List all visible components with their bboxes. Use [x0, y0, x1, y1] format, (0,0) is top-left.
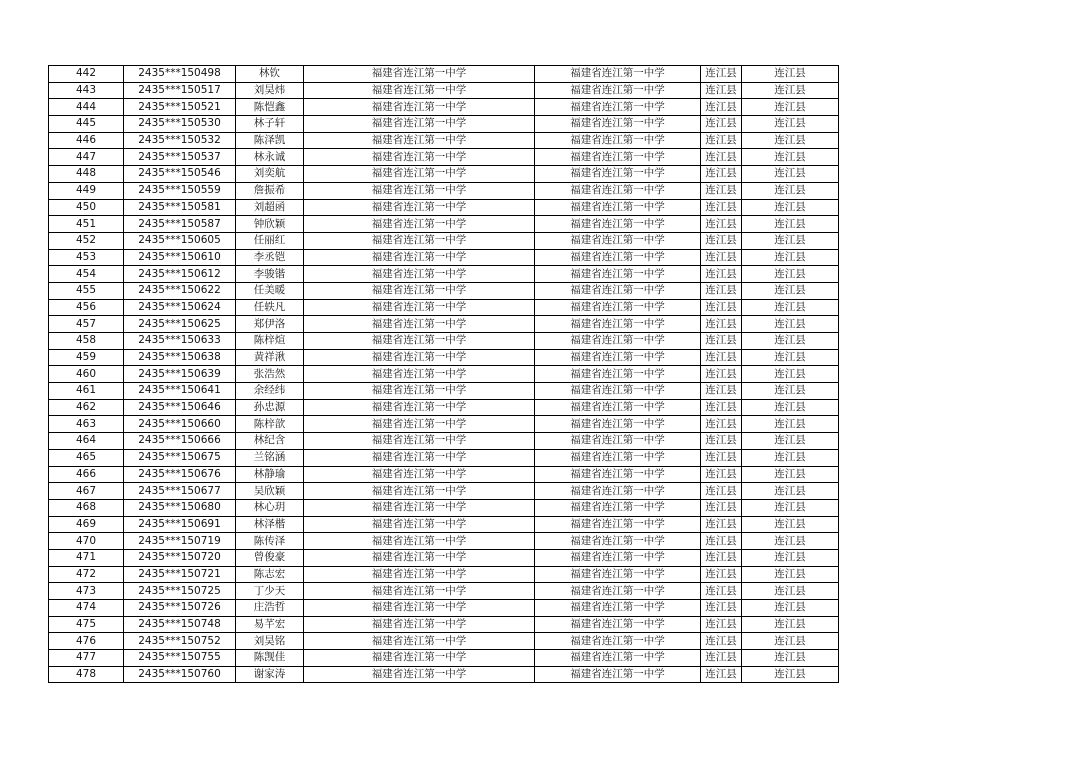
cell-school2: 福建省连江第一中学 — [535, 650, 701, 667]
cell-name: 郑伊洛 — [236, 316, 304, 333]
cell-school: 福建省连江第一中学 — [304, 449, 535, 466]
cell-school: 福建省连江第一中学 — [304, 182, 535, 199]
table-row — [49, 366, 839, 383]
cell-county2: 连江县 — [742, 82, 839, 99]
cell-school: 福建省连江第一中学 — [304, 199, 535, 216]
cell-school2: 福建省连江第一中学 — [535, 466, 701, 483]
cell-county: 连江县 — [701, 66, 742, 83]
cell-school: 福建省连江第一中学 — [304, 316, 535, 333]
table-row — [49, 433, 839, 450]
cell-county: 连江县 — [701, 316, 742, 333]
table-row — [49, 132, 839, 149]
cell-id: 2435***150676 — [124, 466, 236, 483]
cell-county2: 连江县 — [742, 533, 839, 550]
cell-school2: 福建省连江第一中学 — [535, 516, 701, 533]
cell-school2: 福建省连江第一中学 — [535, 99, 701, 116]
cell-county2: 连江县 — [742, 366, 839, 383]
cell-county2: 连江县 — [742, 583, 839, 600]
cell-school: 福建省连江第一中学 — [304, 566, 535, 583]
cell-school: 福建省连江第一中学 — [304, 583, 535, 600]
cell-id: 2435***150624 — [124, 299, 236, 316]
cell-name: 陈梓歆 — [236, 416, 304, 433]
table-row — [49, 99, 839, 116]
cell-id: 2435***150521 — [124, 99, 236, 116]
cell-no: 455 — [49, 282, 124, 299]
cell-name: 余经纬 — [236, 383, 304, 400]
cell-id: 2435***150532 — [124, 132, 236, 149]
cell-id: 2435***150581 — [124, 199, 236, 216]
cell-school2: 福建省连江第一中学 — [535, 249, 701, 266]
cell-id: 2435***150691 — [124, 516, 236, 533]
cell-name: 曾俊豪 — [236, 549, 304, 566]
cell-school: 福建省连江第一中学 — [304, 66, 535, 83]
cell-county: 连江县 — [701, 132, 742, 149]
cell-school2: 福建省连江第一中学 — [535, 366, 701, 383]
cell-id: 2435***150587 — [124, 216, 236, 233]
cell-school: 福建省连江第一中学 — [304, 99, 535, 116]
cell-county2: 连江县 — [742, 232, 839, 249]
table-row — [49, 600, 839, 617]
cell-no: 442 — [49, 66, 124, 83]
cell-county: 连江县 — [701, 533, 742, 550]
cell-county: 连江县 — [701, 166, 742, 183]
cell-school: 福建省连江第一中学 — [304, 483, 535, 500]
cell-name: 兰铭涵 — [236, 449, 304, 466]
cell-no: 463 — [49, 416, 124, 433]
table-row — [49, 232, 839, 249]
table-row — [49, 282, 839, 299]
cell-no: 453 — [49, 249, 124, 266]
cell-county2: 连江县 — [742, 466, 839, 483]
cell-county2: 连江县 — [742, 399, 839, 416]
cell-school2: 福建省连江第一中学 — [535, 633, 701, 650]
cell-school2: 福建省连江第一中学 — [535, 483, 701, 500]
cell-county2: 连江县 — [742, 316, 839, 333]
cell-name: 林子轩 — [236, 116, 304, 133]
cell-school2: 福建省连江第一中学 — [535, 499, 701, 516]
cell-id: 2435***150559 — [124, 182, 236, 199]
cell-school2: 福建省连江第一中学 — [535, 232, 701, 249]
cell-school: 福建省连江第一中学 — [304, 533, 535, 550]
table-row — [49, 583, 839, 600]
cell-no: 460 — [49, 366, 124, 383]
cell-no: 470 — [49, 533, 124, 550]
cell-no: 469 — [49, 516, 124, 533]
cell-no: 471 — [49, 549, 124, 566]
cell-county2: 连江县 — [742, 266, 839, 283]
table-row — [49, 466, 839, 483]
cell-id: 2435***150530 — [124, 116, 236, 133]
cell-id: 2435***150726 — [124, 600, 236, 617]
cell-county: 连江县 — [701, 383, 742, 400]
cell-school2: 福建省连江第一中学 — [535, 199, 701, 216]
cell-school: 福建省连江第一中学 — [304, 383, 535, 400]
cell-id: 2435***150660 — [124, 416, 236, 433]
cell-no: 457 — [49, 316, 124, 333]
cell-county: 连江县 — [701, 249, 742, 266]
cell-id: 2435***150719 — [124, 533, 236, 550]
table-row — [49, 633, 839, 650]
cell-id: 2435***150755 — [124, 650, 236, 667]
cell-name: 钟欣颖 — [236, 216, 304, 233]
cell-school2: 福建省连江第一中学 — [535, 566, 701, 583]
cell-no: 472 — [49, 566, 124, 583]
cell-name: 林钦 — [236, 66, 304, 83]
student-list-table — [48, 65, 839, 683]
cell-school: 福建省连江第一中学 — [304, 299, 535, 316]
cell-name: 刘超函 — [236, 199, 304, 216]
cell-county: 连江县 — [701, 449, 742, 466]
cell-county2: 连江县 — [742, 132, 839, 149]
table-row — [49, 549, 839, 566]
cell-no: 466 — [49, 466, 124, 483]
cell-county: 连江县 — [701, 583, 742, 600]
cell-school2: 福建省连江第一中学 — [535, 399, 701, 416]
cell-school: 福建省连江第一中学 — [304, 600, 535, 617]
cell-name: 陈志宏 — [236, 566, 304, 583]
cell-school2: 福建省连江第一中学 — [535, 316, 701, 333]
cell-school2: 福建省连江第一中学 — [535, 282, 701, 299]
cell-name: 丁少天 — [236, 583, 304, 600]
cell-county2: 连江县 — [742, 349, 839, 366]
cell-name: 李骏锴 — [236, 266, 304, 283]
cell-name: 任轶凡 — [236, 299, 304, 316]
table-row — [49, 666, 839, 683]
cell-no: 473 — [49, 583, 124, 600]
cell-county2: 连江县 — [742, 516, 839, 533]
cell-school: 福建省连江第一中学 — [304, 633, 535, 650]
cell-school2: 福建省连江第一中学 — [535, 149, 701, 166]
cell-school2: 福建省连江第一中学 — [535, 66, 701, 83]
cell-school: 福建省连江第一中学 — [304, 82, 535, 99]
cell-school: 福建省连江第一中学 — [304, 399, 535, 416]
cell-name: 林永诚 — [236, 149, 304, 166]
cell-county2: 连江县 — [742, 666, 839, 683]
cell-name: 任美暖 — [236, 282, 304, 299]
cell-name: 刘昊铭 — [236, 633, 304, 650]
cell-id: 2435***150680 — [124, 499, 236, 516]
cell-county2: 连江县 — [742, 383, 839, 400]
table-row — [49, 383, 839, 400]
cell-id: 2435***150498 — [124, 66, 236, 83]
cell-county: 连江县 — [701, 616, 742, 633]
cell-county2: 连江县 — [742, 249, 839, 266]
table-row — [49, 516, 839, 533]
cell-county2: 连江县 — [742, 633, 839, 650]
cell-school2: 福建省连江第一中学 — [535, 383, 701, 400]
cell-school2: 福建省连江第一中学 — [535, 600, 701, 617]
cell-school: 福建省连江第一中学 — [304, 349, 535, 366]
cell-name: 林心玥 — [236, 499, 304, 516]
table-row — [49, 199, 839, 216]
cell-id: 2435***150622 — [124, 282, 236, 299]
cell-name: 陈泽凯 — [236, 132, 304, 149]
cell-county2: 连江县 — [742, 433, 839, 450]
table-row — [49, 533, 839, 550]
cell-county: 连江县 — [701, 416, 742, 433]
cell-county2: 连江县 — [742, 149, 839, 166]
cell-county: 连江县 — [701, 650, 742, 667]
table-row — [49, 449, 839, 466]
cell-county2: 连江县 — [742, 99, 839, 116]
cell-id: 2435***150646 — [124, 399, 236, 416]
cell-no: 459 — [49, 349, 124, 366]
table-row — [49, 149, 839, 166]
table-row — [49, 82, 839, 99]
cell-name: 陈梓煊 — [236, 333, 304, 350]
cell-school: 福建省连江第一中学 — [304, 249, 535, 266]
cell-no: 476 — [49, 633, 124, 650]
cell-school2: 福建省连江第一中学 — [535, 533, 701, 550]
cell-id: 2435***150677 — [124, 483, 236, 500]
cell-county: 连江县 — [701, 516, 742, 533]
cell-school: 福建省连江第一中学 — [304, 366, 535, 383]
cell-name: 任丽红 — [236, 232, 304, 249]
cell-school2: 福建省连江第一中学 — [535, 182, 701, 199]
cell-county: 连江县 — [701, 600, 742, 617]
cell-id: 2435***150517 — [124, 82, 236, 99]
cell-no: 465 — [49, 449, 124, 466]
table-row — [49, 316, 839, 333]
cell-no: 464 — [49, 433, 124, 450]
cell-name: 孙忠源 — [236, 399, 304, 416]
cell-no: 445 — [49, 116, 124, 133]
cell-id: 2435***150760 — [124, 666, 236, 683]
cell-id: 2435***150675 — [124, 449, 236, 466]
cell-county: 连江县 — [701, 499, 742, 516]
cell-id: 2435***150633 — [124, 333, 236, 350]
cell-school2: 福建省连江第一中学 — [535, 266, 701, 283]
cell-county: 连江县 — [701, 232, 742, 249]
cell-no: 468 — [49, 499, 124, 516]
cell-county: 连江县 — [701, 483, 742, 500]
cell-no: 450 — [49, 199, 124, 216]
cell-school2: 福建省连江第一中学 — [535, 132, 701, 149]
cell-county2: 连江县 — [742, 166, 839, 183]
cell-school: 福建省连江第一中学 — [304, 149, 535, 166]
cell-county: 连江县 — [701, 333, 742, 350]
cell-name: 黄祥湫 — [236, 349, 304, 366]
cell-county: 连江县 — [701, 282, 742, 299]
table-row — [49, 399, 839, 416]
cell-county2: 连江县 — [742, 66, 839, 83]
cell-county: 连江县 — [701, 466, 742, 483]
cell-no: 458 — [49, 333, 124, 350]
cell-no: 452 — [49, 232, 124, 249]
cell-school: 福建省连江第一中学 — [304, 466, 535, 483]
cell-school: 福建省连江第一中学 — [304, 616, 535, 633]
cell-id: 2435***150748 — [124, 616, 236, 633]
cell-name: 林纪含 — [236, 433, 304, 450]
cell-county: 连江县 — [701, 366, 742, 383]
cell-county: 连江县 — [701, 399, 742, 416]
cell-county2: 连江县 — [742, 566, 839, 583]
cell-name: 李丞铠 — [236, 249, 304, 266]
cell-no: 443 — [49, 82, 124, 99]
cell-county2: 连江县 — [742, 616, 839, 633]
cell-no: 446 — [49, 132, 124, 149]
cell-id: 2435***150725 — [124, 583, 236, 600]
cell-school: 福建省连江第一中学 — [304, 216, 535, 233]
table-row — [49, 333, 839, 350]
cell-school2: 福建省连江第一中学 — [535, 416, 701, 433]
cell-county: 连江县 — [701, 149, 742, 166]
cell-no: 444 — [49, 99, 124, 116]
cell-school: 福建省连江第一中学 — [304, 433, 535, 450]
table-row — [49, 66, 839, 83]
cell-name: 陈恺鑫 — [236, 99, 304, 116]
cell-county2: 连江县 — [742, 199, 839, 216]
cell-id: 2435***150721 — [124, 566, 236, 583]
table-body — [49, 66, 839, 683]
cell-school: 福建省连江第一中学 — [304, 549, 535, 566]
cell-school2: 福建省连江第一中学 — [535, 616, 701, 633]
cell-no: 474 — [49, 600, 124, 617]
cell-county2: 连江县 — [742, 333, 839, 350]
table-row — [49, 249, 839, 266]
cell-county: 连江县 — [701, 182, 742, 199]
cell-county: 连江县 — [701, 299, 742, 316]
table-row — [49, 216, 839, 233]
table-row — [49, 299, 839, 316]
table-row — [49, 483, 839, 500]
cell-county2: 连江县 — [742, 299, 839, 316]
cell-id: 2435***150625 — [124, 316, 236, 333]
cell-name: 吴欣颖 — [236, 483, 304, 500]
cell-school: 福建省连江第一中学 — [304, 333, 535, 350]
cell-id: 2435***150537 — [124, 149, 236, 166]
table-row — [49, 416, 839, 433]
cell-no: 454 — [49, 266, 124, 283]
cell-name: 詹振希 — [236, 182, 304, 199]
cell-county2: 连江县 — [742, 182, 839, 199]
cell-id: 2435***150752 — [124, 633, 236, 650]
cell-school2: 福建省连江第一中学 — [535, 166, 701, 183]
cell-school: 福建省连江第一中学 — [304, 116, 535, 133]
cell-no: 478 — [49, 666, 124, 683]
cell-id: 2435***150720 — [124, 549, 236, 566]
cell-school2: 福建省连江第一中学 — [535, 349, 701, 366]
table-row — [49, 566, 839, 583]
cell-no: 467 — [49, 483, 124, 500]
cell-school: 福建省连江第一中学 — [304, 232, 535, 249]
cell-school: 福建省连江第一中学 — [304, 282, 535, 299]
cell-school2: 福建省连江第一中学 — [535, 666, 701, 683]
table-row — [49, 616, 839, 633]
cell-county: 连江县 — [701, 549, 742, 566]
cell-county2: 连江县 — [742, 650, 839, 667]
cell-county: 连江县 — [701, 99, 742, 116]
cell-name: 陈觊佳 — [236, 650, 304, 667]
cell-school: 福建省连江第一中学 — [304, 650, 535, 667]
cell-school2: 福建省连江第一中学 — [535, 549, 701, 566]
cell-school: 福建省连江第一中学 — [304, 266, 535, 283]
cell-school2: 福建省连江第一中学 — [535, 216, 701, 233]
table-row — [49, 116, 839, 133]
cell-county2: 连江县 — [742, 449, 839, 466]
cell-county2: 连江县 — [742, 499, 839, 516]
table-row — [49, 182, 839, 199]
cell-school2: 福建省连江第一中学 — [535, 449, 701, 466]
cell-no: 475 — [49, 616, 124, 633]
cell-id: 2435***150638 — [124, 349, 236, 366]
cell-school2: 福建省连江第一中学 — [535, 583, 701, 600]
cell-county: 连江县 — [701, 199, 742, 216]
cell-school2: 福建省连江第一中学 — [535, 433, 701, 450]
cell-id: 2435***150610 — [124, 249, 236, 266]
cell-county: 连江县 — [701, 633, 742, 650]
cell-id: 2435***150546 — [124, 166, 236, 183]
cell-county2: 连江县 — [742, 600, 839, 617]
cell-school2: 福建省连江第一中学 — [535, 82, 701, 99]
cell-no: 477 — [49, 650, 124, 667]
table-row — [49, 166, 839, 183]
cell-no: 448 — [49, 166, 124, 183]
cell-no: 451 — [49, 216, 124, 233]
cell-school: 福建省连江第一中学 — [304, 132, 535, 149]
cell-county: 连江县 — [701, 349, 742, 366]
cell-county: 连江县 — [701, 666, 742, 683]
cell-county2: 连江县 — [742, 416, 839, 433]
table-row — [49, 349, 839, 366]
cell-no: 449 — [49, 182, 124, 199]
cell-county2: 连江县 — [742, 549, 839, 566]
cell-county: 连江县 — [701, 116, 742, 133]
cell-id: 2435***150666 — [124, 433, 236, 450]
cell-no: 456 — [49, 299, 124, 316]
cell-county: 连江县 — [701, 216, 742, 233]
cell-name: 陈传泽 — [236, 533, 304, 550]
cell-school: 福建省连江第一中学 — [304, 516, 535, 533]
cell-county: 连江县 — [701, 566, 742, 583]
cell-id: 2435***150612 — [124, 266, 236, 283]
cell-school: 福建省连江第一中学 — [304, 666, 535, 683]
cell-school: 福建省连江第一中学 — [304, 416, 535, 433]
cell-school: 福建省连江第一中学 — [304, 499, 535, 516]
cell-name: 谢家涛 — [236, 666, 304, 683]
cell-name: 刘奕航 — [236, 166, 304, 183]
cell-county2: 连江县 — [742, 282, 839, 299]
cell-no: 447 — [49, 149, 124, 166]
cell-no: 461 — [49, 383, 124, 400]
cell-school2: 福建省连江第一中学 — [535, 333, 701, 350]
cell-county2: 连江县 — [742, 216, 839, 233]
cell-school2: 福建省连江第一中学 — [535, 116, 701, 133]
cell-id: 2435***150641 — [124, 383, 236, 400]
table-row — [49, 650, 839, 667]
table-row — [49, 499, 839, 516]
cell-no: 462 — [49, 399, 124, 416]
cell-name: 刘昊炜 — [236, 82, 304, 99]
cell-id: 2435***150605 — [124, 232, 236, 249]
cell-name: 庄浩哲 — [236, 600, 304, 617]
cell-county: 连江县 — [701, 266, 742, 283]
cell-school: 福建省连江第一中学 — [304, 166, 535, 183]
cell-name: 林静瑜 — [236, 466, 304, 483]
cell-county2: 连江县 — [742, 116, 839, 133]
cell-name: 易芊宏 — [236, 616, 304, 633]
cell-county: 连江县 — [701, 433, 742, 450]
cell-name: 张浩然 — [236, 366, 304, 383]
cell-id: 2435***150639 — [124, 366, 236, 383]
cell-name: 林泽楷 — [236, 516, 304, 533]
table-row — [49, 266, 839, 283]
cell-school2: 福建省连江第一中学 — [535, 299, 701, 316]
cell-county: 连江县 — [701, 82, 742, 99]
cell-county2: 连江县 — [742, 483, 839, 500]
